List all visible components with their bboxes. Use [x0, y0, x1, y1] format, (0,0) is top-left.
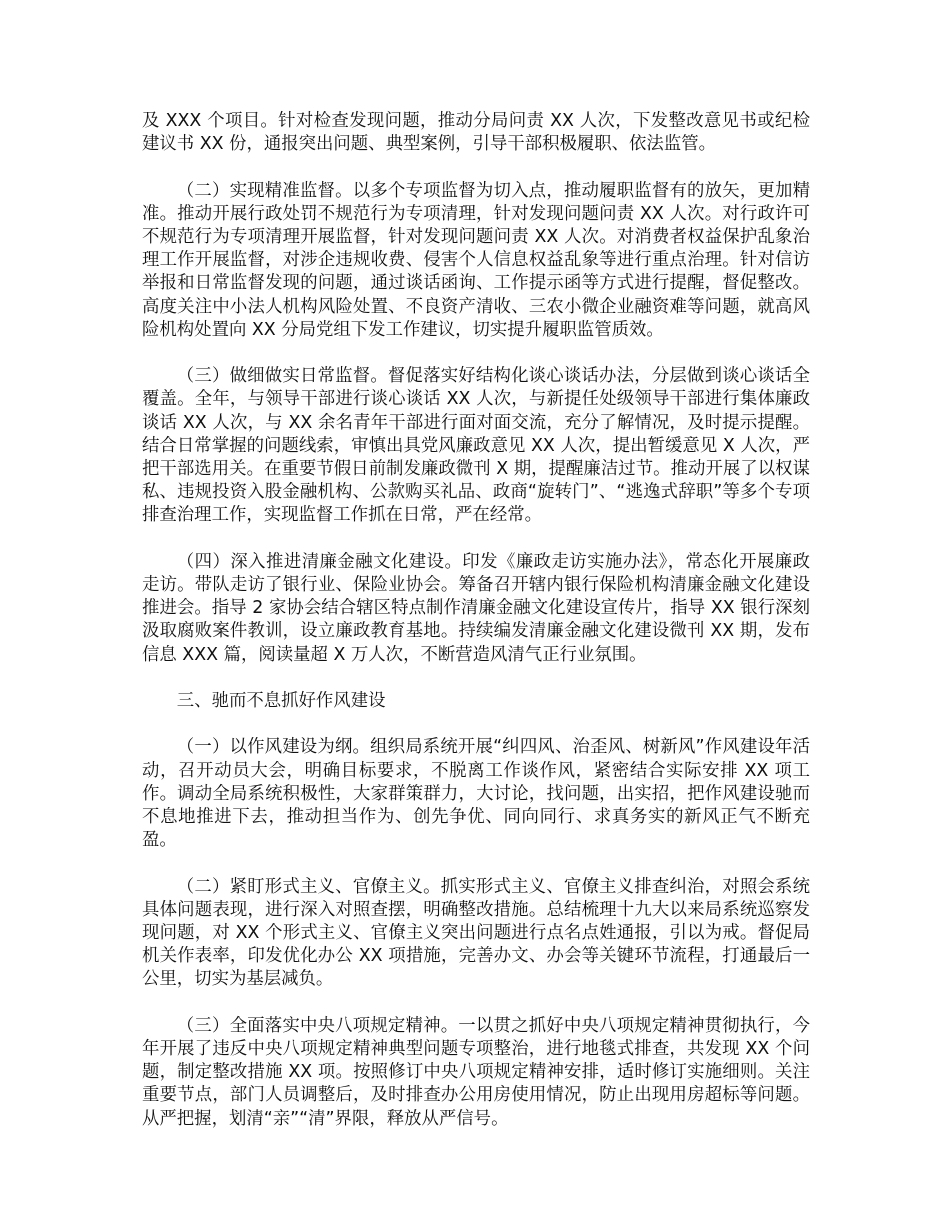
paragraph-continuation: 及 XXX 个项目。针对检查发现问题，推动分局问责 XX 人次，下发整改意见书或纪检建议书 XX 份，通报突出问题、典型案例，引导干部积极履职、依法监管。 [142, 111, 810, 155]
section-heading-work-style: 三、驰而不息抓好作风建设 [176, 691, 386, 712]
paragraph-eight-point-rules: （三）全面落实中央八项规定精神。一以贯之抓好中央八项规定精神贯彻执行，今年开展了违反中央八项规定精神典型问题专项整治，进行地毯式排查，共发现 XX 个问题，制定整改措施 XX 项。按照修订中央八项规定精神安排，适时修订实施细则。关注重要节点，部门人员调整后，及时排查办公用房使用情况，防止出现用房超标等问题。从严把握，划清“亲”“清”界限，释放从严信号。 [142, 1015, 810, 1129]
document-body [142, 110, 810, 1154]
paragraph-formalism-bureaucratism: （二）紧盯形式主义、官僚主义。抓实形式主义、官僚主义排查纠治，对照会系统具体问题表现，进行深入对照查摆，明确整改措施。总结梳理十九大以来局系统巡察发现问题，对 XX 个形式主义、官僚主义突出问题进行点名点姓通报，引以为戒。督促局机关作表率，印发优化办公 XX 项措施，完善办文、办会等关键环节流程，打通最后一公里，切实为基层减负。 [142, 876, 810, 990]
paragraph-clean-finance-culture: （四）深入推进清廉金融文化建设。印发《廉政走访实施办法》，常态化开展廉政走访。带队走访了银行业、保险业协会。筹备召开辖内银行保险机构清廉金融文化建设推进会。指导 2 家协会结合辖区特点制作清廉金融文化建设宣传片，指导 XX 银行深刻汲取腐败案件教训，设立廉政教育基地。持续编发清廉金融文化建设微刊 XX 期，发布信息 XXX 篇，阅读量超 X 万人次，不断营造风清气正行业氛围。 [142, 551, 810, 665]
paragraph-work-style-construction: （一）以作风建设为纲。组织局系统开展“纠四风、治歪风、树新风”作风建设年活动，召开动员大会，明确目标要求，不脱离工作谈作风，紧密结合实际安排 XX 项工作。调动全局系统积极性，大家群策群力，大讨论，找问题，出实招，把作风建设驰而不息地推进下去，推动担当作为、创先争优、同向同行、求真务实的新风正气不断充盈。 [142, 737, 810, 851]
paragraph-precise-supervision: （二）实现精准监督。以多个专项监督为切入点，推动履职监督有的放矢，更加精准。推动开展行政处罚不规范行为专项清理，针对发现问题问责 XX 人次。对行政许可不规范行为专项清理开展监督，针对发现问题问责 XX 人次。对消费者权益保护乱象治理工作开展监督，对涉企违规收费、侵害个人信息权益乱象等进行重点治理。针对信访举报和日常监督发现的问题，通过谈话函询、工作提示函等方式进行提醒，督促整改。高度关注中小法人机构风险处置、不良资产清收、三农小微企业融资难等问题，就高风险机构处置向 XX 分局党组下发工作建议，切实提升履职监管质效。 [142, 180, 810, 340]
paragraph-daily-supervision: （三）做细做实日常监督。督促落实好结构化谈心谈话办法，分层做到谈心谈话全覆盖。全年，与领导干部进行谈心谈话 XX 人次，与新提任处级领导干部进行集体廉政谈话 XX 人次，与 XX 余名青年干部进行面对面交流，充分了解情况，及时提示提醒。结合日常掌握的问题线索，审慎出具党风廉政意见 XX 人次，提出暂缓意见 X 人次，严把干部选用关。在重要节假日前制发廉政微刊 X 期，提醒廉洁过节。推动开展了以权谋私、违规投资入股金融机构、公款购买礼品、政商“旋转门”、“逃逸式辞职”等多个专项排查治理工作，实现监督工作抓在日常，严在经常。 [142, 366, 810, 526]
